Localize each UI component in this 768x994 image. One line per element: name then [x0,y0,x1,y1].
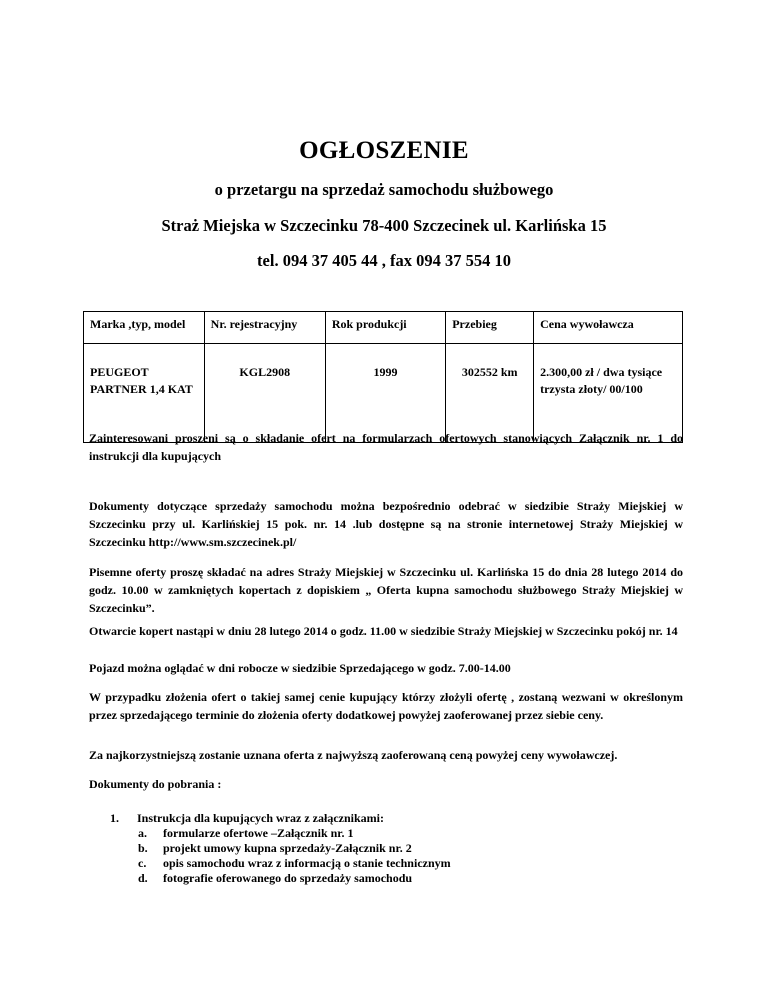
subitem-text: opis samochodu wraz z informacją o stanie technicznym [163,856,451,870]
list-subitem [110,871,451,886]
table-header-row [84,312,683,344]
paragraph-downloads-heading: Dokumenty do pobrania : [89,777,222,791]
subitem-text: formularze ofertowe –Załącznik nr. 1 [163,826,354,840]
list-subitem [110,826,451,841]
cell-year: 1999 [325,344,445,443]
list-item [110,811,451,826]
header-price: Cena wywoławcza [534,312,683,344]
paragraph-documents: Dokumenty dotyczące sprzedaży samochodu można bezpośrednio odebrać w siedzibie Straży Miejskiej w Szczecinku przy ul. Karlińskiej 15 pok. nr. 14 .lub dostępne są na stronie internetowej Straży Miejskiej w Szczecinku http://www.sm.szczecinek.pl/ [89,499,683,549]
subitem-letter: d. [138,871,148,885]
document-subtitle: o przetargu na sprzedaż samochodu służbowego [214,180,554,199]
paragraph-viewing: Pojazd można oglądać w dni robocze w siedzibie Sprzedającego w godz. 7.00-14.00 [89,661,511,675]
paragraph-opening: Otwarcie kopert nastąpi w dniu 28 lutego 2014 o godz. 11.00 w siedzibie Straży Miejskiej w Szczecinku pokój nr. 14 [89,624,678,638]
document-contact: tel. 094 37 405 44 , fax 094 37 554 10 [257,251,511,270]
vehicle-table [83,311,683,443]
subitem-letter: b. [138,841,148,855]
document-title: OGŁOSZENIE [299,137,469,164]
cell-registration: KGL2908 [204,344,325,443]
cell-price: 2.300,00 zł / dwa tysiące trzysta złoty/ 00/100 [534,344,683,443]
downloads-list [110,811,451,886]
list-subitem [110,856,451,871]
subitem-text: fotografie oferowanego do sprzedaży samochodu [163,871,413,885]
list-subitem [110,841,451,856]
paragraph-equal-offers: W przypadku złożenia ofert o takiej samej cenie kupujący którzy złożyli ofertę , zostaną wezwani w określonym przez sprzedającego terminie do złożenia oferty dodatkowej powyżej zaoferowanej przez siebie ceny. [89,690,683,722]
paragraph-submission: Pisemne oferty proszę składać na adres Straży Miejskiej w Szczecinku ul. Karlińska 15 do dnia 28 lutego 2014 do godz. 10.00 w zamkniętych kopertach z dopiskiem „ Oferta kupna samochodu służbowego Straży Miejskiej w Szczecinku”. [89,565,683,615]
header-brand: Marka ,typ, model [84,312,205,344]
paragraph-offer-forms: Zainteresowani proszeni są o składanie ofert na formularzach ofertowych stanowiących Załącznik nr. 1 do instrukcji dla kupujących [89,431,683,463]
subitem-text: projekt umowy kupna sprzedaży-Załącznik nr. 2 [163,841,412,855]
header-year: Rok produkcji [325,312,445,344]
cell-mileage: 302552 km [446,344,534,443]
table-row [84,344,683,443]
subitem-letter: a. [138,826,147,840]
header-registration: Nr. rejestracyjny [204,312,325,344]
cell-brand: PEUGEOT PARTNER 1,4 KAT [84,344,205,443]
list-item-label: Instrukcja dla kupujących wraz z załącznikami: [137,811,384,825]
header-mileage: Przebieg [446,312,534,344]
paragraph-best-offer: Za najkorzystniejszą zostanie uznana oferta z najwyższą zaoferowaną ceną powyżej ceny wywoławczej. [89,748,618,762]
list-item-number: 1. [110,811,119,825]
document-address: Straż Miejska w Szczecinku 78-400 Szczecinek ul. Karlińska 15 [161,216,607,235]
subitem-letter: c. [138,856,147,870]
